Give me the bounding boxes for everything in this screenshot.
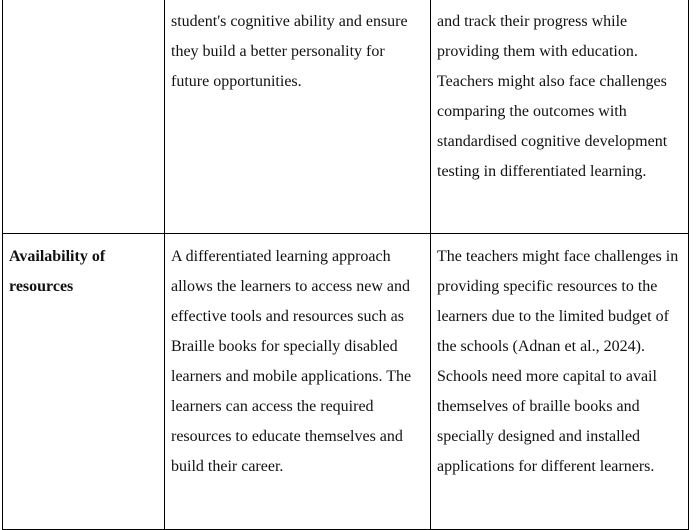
row-header-cell: [3, 234, 165, 530]
table-row: [3, 0, 689, 234]
table-cell: [165, 0, 431, 234]
cell-text: and track their progress while providing them with education. Teachers might also face challenges comparing the outcomes with standardised cognitive development testing in differentiated learning.: [437, 13, 668, 180]
table-cell: [431, 234, 689, 530]
table-cell: [431, 0, 689, 234]
row-header-text: Availability of resources: [9, 248, 106, 295]
row-header-cell: [3, 0, 165, 234]
table-cell: [165, 234, 431, 530]
table-row: [3, 234, 689, 530]
cell-text: The teachers might face challenges in providing specific resources to the learners due to the limited budget of the schools (Adnan et al., 2024). Schools need more capital to avail themselves of braille books and specially designed and installed applications for different learners.: [437, 248, 679, 475]
cell-text: A differentiated learning approach allows the learners to access new and effective tools and resources such as Braille books for specially disabled learners and mobile applications. The learners can access the required resources to educate themselves and build their career.: [171, 248, 412, 475]
cell-text: student's cognitive ability and ensure they build a better personality for future opportunities.: [171, 13, 408, 90]
comparison-table: [2, 0, 689, 530]
